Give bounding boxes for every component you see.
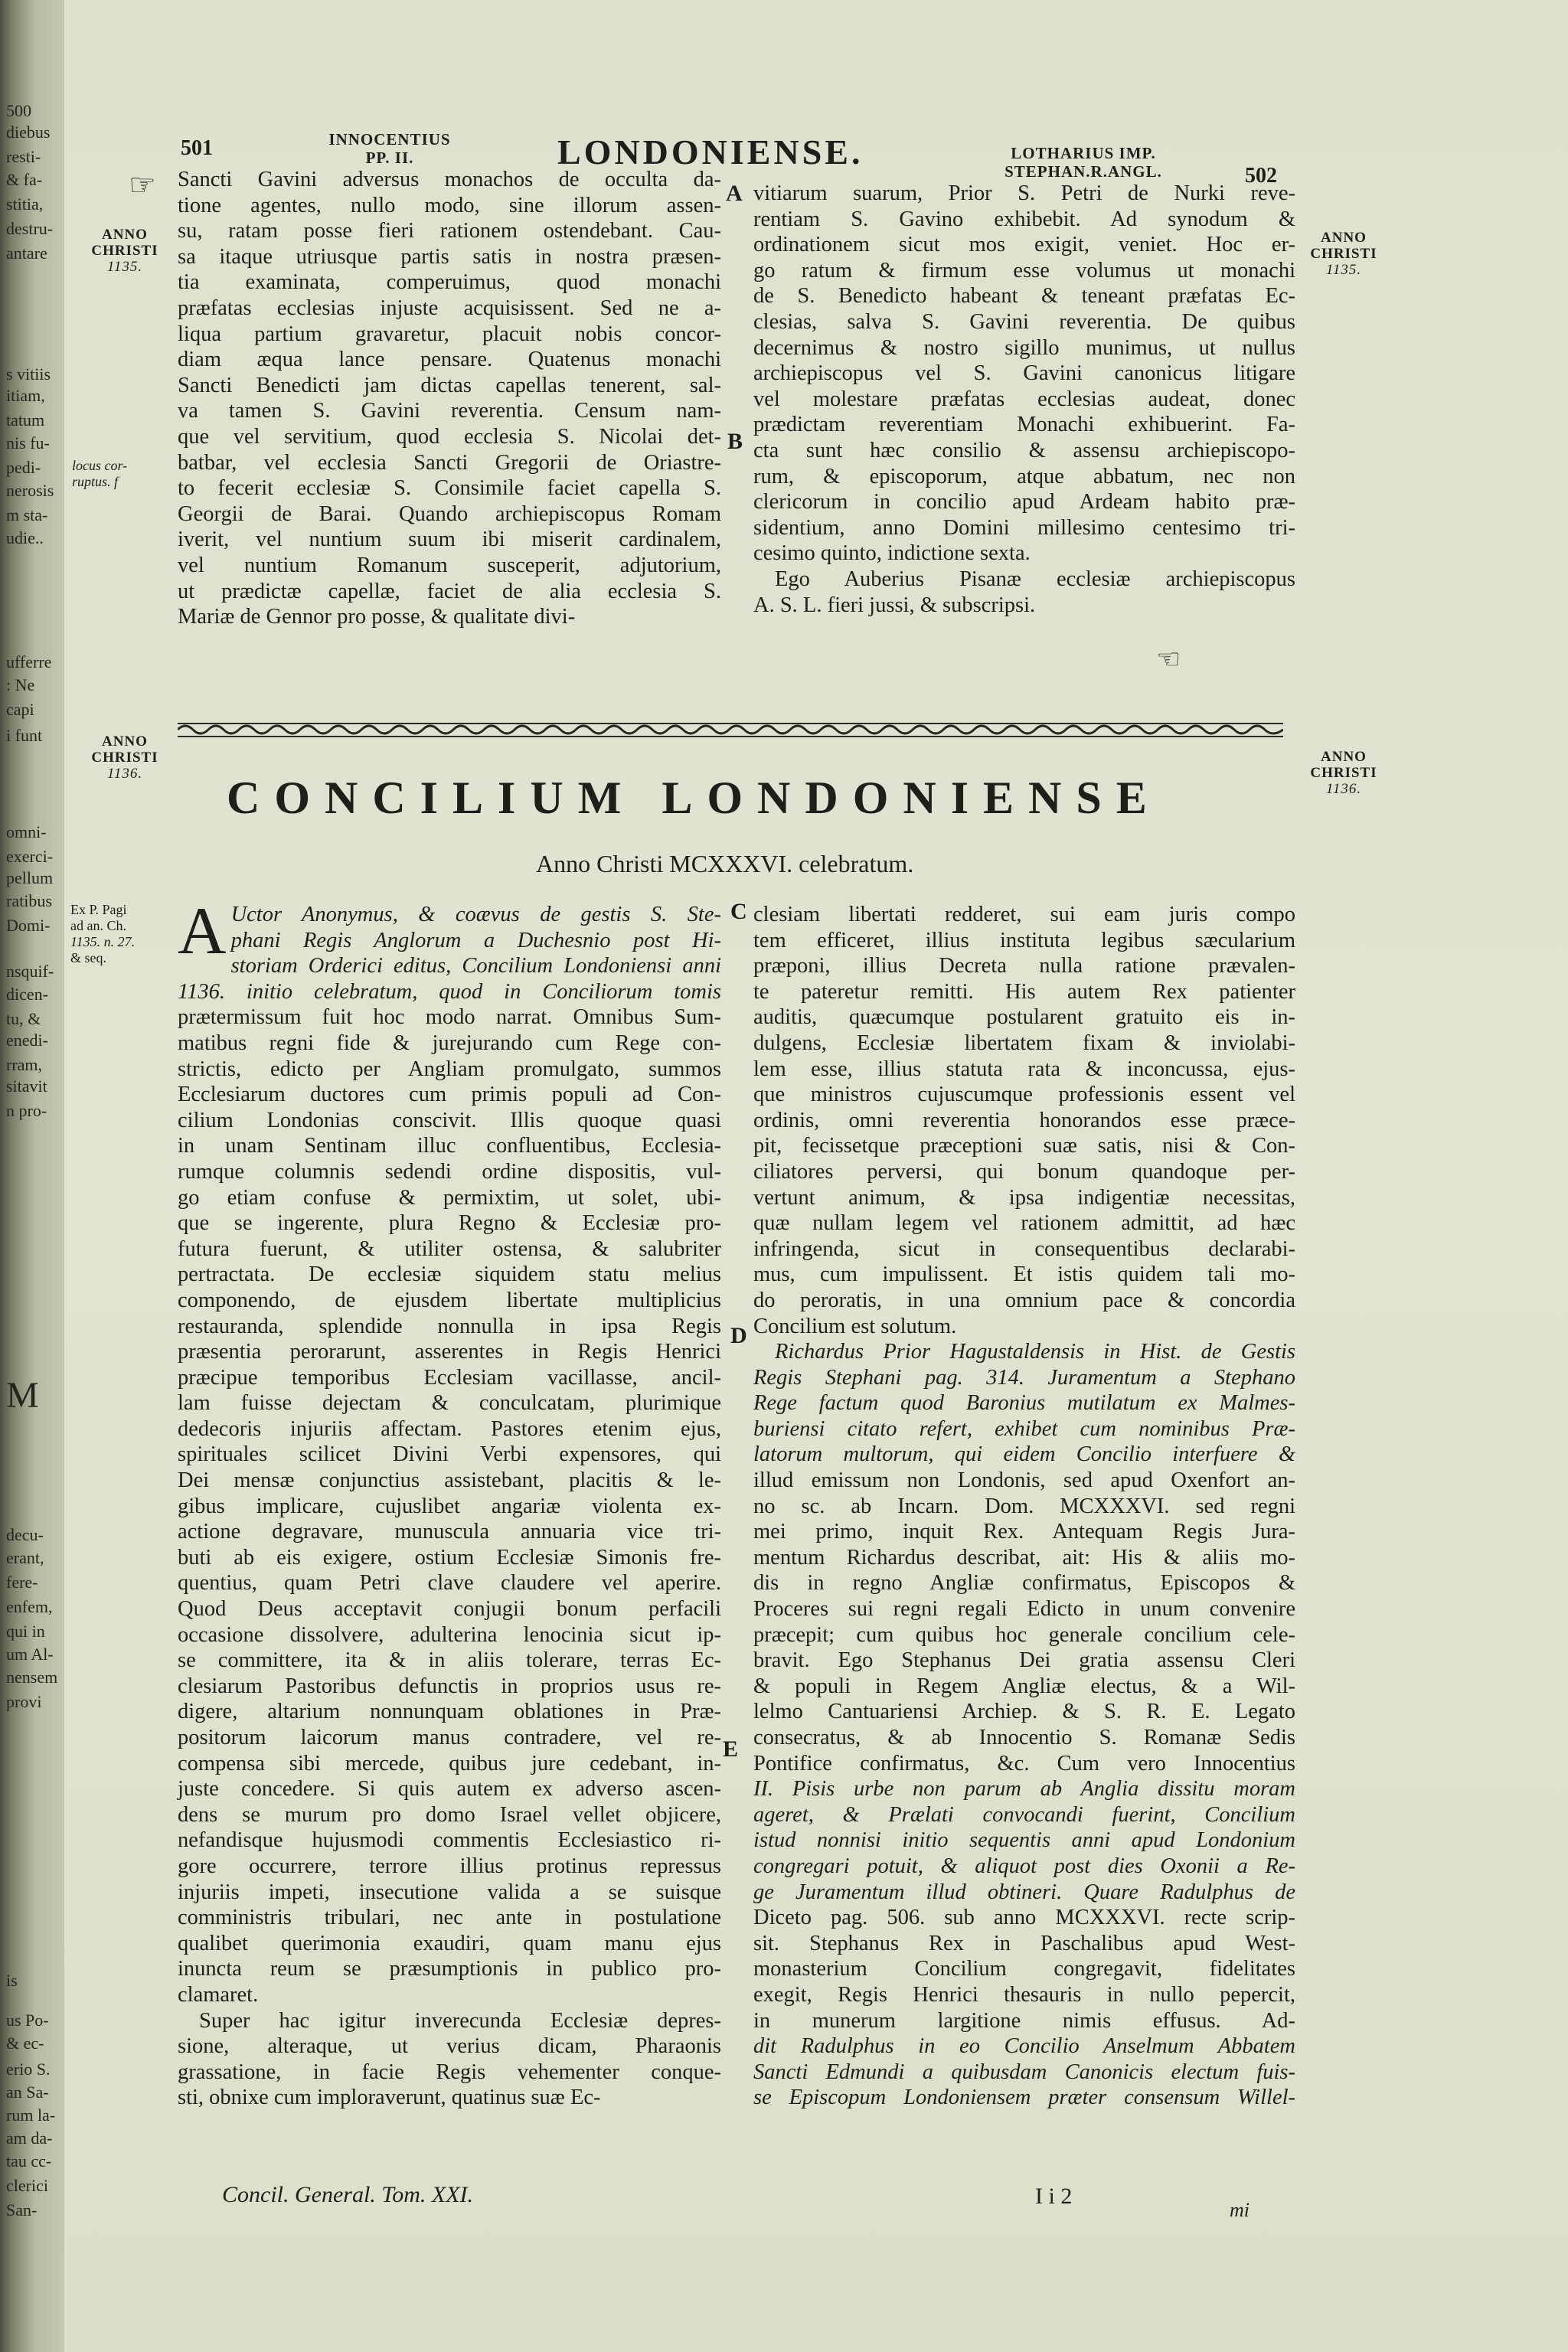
- gutter-fragment: San-: [6, 2200, 38, 2220]
- left-pope-heading: INNOCENTIUS PP. II.: [328, 130, 451, 167]
- gutter-fragment: pellum: [6, 868, 54, 887]
- gutter-fragment: i funt: [6, 726, 43, 745]
- gutter-fragment: ratibus: [6, 891, 52, 910]
- council-title: CONCILIUM LONDONIENSE: [227, 773, 1161, 823]
- right-page-number: 502: [1245, 164, 1277, 188]
- text-line: clesiam libertati redderet, sui eam juris compo: [753, 903, 1295, 926]
- top-left-column: [178, 167, 721, 630]
- text-line: Diceto pag. 506. sub anno MCXXXVI. recte scrip-: [753, 1906, 1295, 1930]
- text-line: tem efficeret, illius instituta legibus sæcularium: [753, 928, 1295, 952]
- text-line: vel nuntium Romanum susceperit, adjutorium,: [178, 553, 721, 577]
- text-line: præfatas ecclesias injuste acquisissent. Sed ne a-: [178, 296, 721, 320]
- section-letter-c: C: [730, 899, 747, 924]
- text-line: strictis, edicto per Angliam promulgato, summos: [178, 1057, 721, 1081]
- text-line: futura fuerunt, & utiliter ostensa, & salubriter: [178, 1236, 721, 1261]
- gutter-fragment: ufferre: [6, 652, 52, 671]
- anno-christi-left-mid: ANNO CHRISTI 1136.: [91, 733, 158, 782]
- text-line: dens se murum pro domo Israel vellet objicere,: [178, 1802, 721, 1827]
- text-line: sione, alteraque, ut verius dicam, Pharaonis: [178, 2034, 721, 2059]
- gutter-fragment: diebus: [6, 122, 51, 142]
- text-line: prætermissum fuit hoc modo narrat. Omnibus Sum-: [178, 1005, 721, 1030]
- gutter-fragment: enedi-: [6, 1031, 48, 1050]
- text-line: Sancti Benedicti jam dictas capellas tenerent, sal-: [178, 373, 721, 397]
- text-line: lam fuisse dejectam & conculcatam, plurimique: [178, 1391, 721, 1416]
- text-line: occasione dissolvere, adulterina lenocinia sicut ip-: [178, 1622, 721, 1647]
- footer-volume: Concil. General. Tom. XXI.: [222, 2182, 474, 2207]
- text-line: dulgens, Ecclesiæ libertatem fixam & inviolabi-: [753, 1031, 1295, 1055]
- text-line: pit, fecissetque præceptioni suæ satis, nisi & Con-: [753, 1134, 1295, 1158]
- text-line: Super hac igitur inverecunda Ecclesiæ depres-: [199, 2008, 721, 2033]
- text-line: Georgii de Barai. Quando archiepiscopus Romam: [178, 501, 721, 526]
- text-line: Pontifice confirmatus, &c. Cum vero Innocentius: [753, 1751, 1295, 1775]
- text-line: ciliatores perversi, qui bonum quandoque per-: [753, 1159, 1295, 1184]
- text-line: actione degravare, munuscula annuaria vice tri-: [178, 1520, 721, 1544]
- text-line: decernimus & nostro sigillo munimus, ut nullus: [753, 335, 1295, 360]
- gutter-fragment: exerci-: [6, 847, 54, 866]
- pointing-hand-icon: ☞: [129, 168, 156, 202]
- text-line: 1136. initio celebratum, quod in Conciliorum tomis: [178, 979, 721, 1004]
- binding-gutter: [0, 0, 64, 2352]
- gutter-fragment: & ec-: [6, 2034, 44, 2053]
- text-line: iverit, vel nuntium suum ibi miserit cardinalem,: [178, 528, 721, 552]
- text-line: & populi in Regem Angliæ electus, & a Wil-: [753, 1674, 1295, 1698]
- text-line: qualibet querimonia exaudiri, quam manu ejus: [178, 1931, 721, 1955]
- text-line: componendo, de ejusdem libertate multiplicius: [178, 1288, 721, 1312]
- text-line: vel molestare præfatas ecclesias audeat, donec: [753, 387, 1295, 411]
- section-letter-b: B: [727, 429, 743, 454]
- text-line: que se ingerente, plura Regno & Ecclesiæ pro-: [178, 1211, 721, 1236]
- left-column: [178, 894, 721, 2111]
- top-right-column: [753, 181, 1295, 618]
- text-line: que vel servitium, quod ecclesia S. Nicolai det-: [178, 424, 721, 449]
- gutter-fragment: m sta-: [6, 505, 48, 524]
- text-line: congregari potuit, & aliquot post dies Oxonii a Re-: [753, 1854, 1295, 1878]
- drop-cap: A: [178, 894, 227, 969]
- text-line: cta sunt hæc consilio & assensu archiepiscopo-: [753, 438, 1295, 462]
- gutter-fragment: an Sa-: [6, 2082, 49, 2102]
- text-line: su, ratam posse fieri rationem ostendebant. Cau-: [178, 219, 721, 243]
- text-line: mus, cum impulissent. Et istis quidem tali mo-: [753, 1263, 1295, 1287]
- text-line: præsentia perorarunt, asserentes in Regis Henrici: [178, 1340, 721, 1364]
- text-line: sidentium, anno Domini millesimo centesimo tri-: [753, 515, 1295, 540]
- gutter-fragment: sitavit: [6, 1076, 47, 1096]
- gutter-fragment: clerici: [6, 2176, 48, 2195]
- text-line: tione agentes, nullo modo, sine illorum assen-: [178, 193, 721, 217]
- text-line: que ministros cujuscumque professionis essent vel: [753, 1083, 1295, 1107]
- text-line: A. S. L. fieri jussi, & subscripsi.: [753, 593, 1036, 617]
- text-line: no sc. ab Incarn. Dom. MCXXXVI. sed regni: [753, 1494, 1295, 1518]
- text-line: buriensi citato refert, exhibet cum nominibus Præ-: [753, 1416, 1295, 1441]
- text-line: sti, obnixe cum imploraverunt, quatinus suæ Ec-: [178, 2086, 601, 2110]
- text-line: ordinationem sicut mos exigit, veniet. Hoc er-: [753, 233, 1295, 257]
- ornamental-rule: [178, 718, 1283, 741]
- text-line: ordinis, omni reverentia honorandos esse præce-: [753, 1108, 1295, 1132]
- text-line: istud nonnisi initio sequentis anni apud Londonium: [753, 1828, 1295, 1853]
- gutter-fragment: is: [6, 1971, 18, 1990]
- text-line: Dei mensæ conjunctius assistebant, placitis & le-: [178, 1468, 721, 1493]
- gutter-fragment: dicen-: [6, 985, 48, 1004]
- anno-christi-left-top: ANNO CHRISTI 1135.: [91, 227, 158, 275]
- gutter-fragment: resti-: [6, 147, 41, 166]
- text-line: grassatione, in facie Regis vehementer conque-: [178, 2060, 721, 2084]
- right-ruler-heading: LOTHARIUS IMP. STEPHAN.R.ANGL.: [1004, 144, 1162, 181]
- text-line: Proceres sui regni regali Edicto in unum convenire: [753, 1597, 1295, 1622]
- right-column: [753, 902, 1295, 2111]
- text-line: dit Radulphus in eo Concilio Anselmum Abbatem: [753, 2034, 1295, 2059]
- gutter-fragment: Domi-: [6, 916, 51, 935]
- text-line: injuriis impeti, insecutione valida a se suisque: [178, 1880, 721, 1904]
- text-line: bravit. Ego Stephanus Dei gratia assensu Cleri: [753, 1648, 1295, 1673]
- text-line: inuncta reum se præsumptionis in publico pro-: [178, 1957, 721, 1981]
- text-line: do peroratis, in una omnium pace & concordia: [753, 1288, 1295, 1312]
- text-line: vertunt animum, & ipsa indigentiæ necessitas,: [753, 1185, 1295, 1210]
- text-line: mentum Richardus describat, ait: His & aliis mo-: [753, 1545, 1295, 1570]
- gutter-fragment: nis fu-: [6, 433, 50, 452]
- text-line: batbar, vel ecclesia Sancti Gregorii de Oriastre-: [178, 450, 721, 475]
- text-line: tia examinata, comperuimus, quod monachi: [178, 270, 721, 295]
- gutter-fragment: pedi-: [6, 458, 41, 477]
- text-line: juste concedere. Si quis autem ex adverso ascen-: [178, 1777, 721, 1802]
- text-line: lelmo Cantuariensi Archiep. & S. R. E. Legato: [753, 1700, 1295, 1724]
- left-page-number: 501: [181, 136, 213, 160]
- gutter-fragment: nensem: [6, 1668, 58, 1687]
- gutter-fragment: am da-: [6, 2128, 53, 2148]
- text-line: Ecclesiarum ductores cum primis populi ad Con-: [178, 1083, 721, 1107]
- text-line: monasterium Concilium congregavit, fidelitates: [753, 1957, 1295, 1981]
- text-line: quentius, quam Petri clave claudere vel aperire.: [178, 1571, 721, 1596]
- text-line: exegit, Regis Henrici thesauris in nullo pepercit,: [753, 1982, 1295, 2007]
- text-line: cilium Londonias conscivit. Illis quoque quasi: [178, 1108, 721, 1132]
- gutter-fragment: stitia,: [6, 194, 44, 214]
- text-line: Rege factum quod Baronius mutilatum ex Malmes-: [753, 1391, 1295, 1416]
- text-line: præponi, illius Decreta nulla ratione prævalen-: [753, 954, 1295, 978]
- footer-signature: I i 2: [1035, 2184, 1073, 2209]
- text-line: restauranda, splendide nonnulla in ipsa Regis: [178, 1314, 721, 1338]
- text-line: sit. Stephanus Rex in Paschalibus apud West-: [753, 1931, 1295, 1955]
- text-line: rumque columnis sedendi ordine dispositis, vul-: [178, 1159, 721, 1184]
- text-line: Mariæ de Gennor pro posse, & qualitate divi-: [178, 605, 576, 629]
- text-line: Regis Stephani pag. 314. Juramentum a Stephano: [753, 1365, 1295, 1390]
- text-line: matibus regni fide & jurejurando cum Rege con-: [178, 1031, 721, 1055]
- text-line: digere, altarium nonnunquam oblationes in Præ-: [178, 1700, 721, 1724]
- gutter-fragment: qui in: [6, 1622, 45, 1641]
- text-line: clamaret.: [178, 1982, 259, 2007]
- text-line: se Episcopum Londoniensem præter consensum Willel-: [753, 2086, 1295, 2110]
- text-line: præcipue temporibus Ecclesiam vacillasse, ancil-: [178, 1365, 721, 1390]
- gutter-fragment: 500: [6, 101, 31, 120]
- gutter-fragment: : Ne: [6, 675, 35, 694]
- gutter-fragment: fere-: [6, 1573, 38, 1592]
- gutter-fragment: destru-: [6, 219, 54, 238]
- gutter-fragment: capi: [6, 700, 34, 719]
- text-line: auditis, quæcumque postularent gratuito eis in-: [753, 1005, 1295, 1030]
- anno-christi-right-top: ANNO CHRISTI 1135.: [1310, 230, 1377, 278]
- pointing-hand-icon-2: ☜: [1156, 644, 1181, 675]
- text-line: gibus implicare, cujuslibet angariæ violenta ex-: [178, 1494, 721, 1518]
- gutter-fragment: s vitiis: [6, 364, 51, 384]
- text-line: va tamen S. Gavini reverentia. Censum nam-: [178, 399, 721, 423]
- gutter-fragment: rram,: [6, 1055, 43, 1074]
- text-line: clericorum in concilio apud Ardeam habito præ-: [753, 490, 1295, 514]
- text-line: nefandisque hujusmodi commentis Ecclesiastico ri-: [178, 1828, 721, 1853]
- gutter-fragment: um Al-: [6, 1645, 54, 1664]
- text-line: ut prædictæ capellæ, faciet de alia ecclesia S.: [178, 579, 721, 603]
- gutter-fragment: & fa-: [6, 170, 43, 189]
- text-line: in munerum largitione nimis effusus. Ad-: [753, 2008, 1295, 2033]
- gutter-fragment: tau cc-: [6, 2151, 52, 2171]
- text-line: Sancti Edmundi a quibusdam Canonicis electum fuis-: [753, 2060, 1295, 2084]
- section-letter-d: D: [730, 1323, 747, 1348]
- text-line: ge Juramentum illud obtineri. Quare Radulphus de: [753, 1880, 1295, 1904]
- gutter-fragment: enfem,: [6, 1597, 53, 1616]
- section-letter-a: A: [726, 181, 743, 206]
- text-line: sa itaque utriusque partis satis in nostra præsen-: [178, 244, 721, 269]
- text-line: spirituales scilicet Divini Verbi expensores, qui: [178, 1442, 721, 1467]
- text-line: cesimo quinto, indictione sexta.: [753, 541, 1031, 566]
- text-line: rum, & episcoporum, atque abbatum, nec non: [753, 464, 1295, 488]
- text-line: de S. Benedicto habeant & teneant præfatas Ec-: [753, 284, 1295, 309]
- text-line: go ratum & firmum esse volumus ut monachi: [753, 258, 1295, 283]
- text-line: compensa sibi mercede, quibus jure cedebant, in-: [178, 1751, 721, 1775]
- text-line: rentiam S. Gavino exhibebit. Ad synodum &: [753, 207, 1295, 231]
- section-letter-e: E: [723, 1736, 739, 1762]
- text-line: quæ nullam legem vel rationem admittit, ad hæc: [753, 1211, 1295, 1236]
- text-line: go etiam confuse & permixtim, ut solet, ubi-: [178, 1185, 721, 1210]
- text-line: in unam Sentinam illuc confluentibus, Ecclesia-: [178, 1134, 721, 1158]
- text-line: archiepiscopus vel S. Gavini canonicus litigare: [753, 361, 1295, 386]
- gutter-fragment: erio S.: [6, 2060, 51, 2079]
- gutter-fragment: tatum: [6, 410, 45, 430]
- gutter-fragment: provi: [6, 1692, 42, 1711]
- text-line: Richardus Prior Hagustaldensis in Hist. de Gestis: [775, 1340, 1295, 1364]
- text-line: clesias, salva S. Gavini reverentia. De quibus: [753, 309, 1295, 334]
- text-line: Ego Auberius Pisanæ ecclesiæ archiepiscopus: [775, 567, 1295, 591]
- text-line: mei primo, inquit Rex. Antequam Regis Jura-: [753, 1520, 1295, 1544]
- gutter-fragment: rum la-: [6, 2105, 56, 2125]
- source-note-pagi: Ex P. Pagi ad an. Ch. 1135. n. 27. & seq.: [70, 902, 136, 965]
- locus-corruptus-note: locus cor- ruptus. f: [72, 458, 128, 489]
- text-line: lem esse, illius statuta rata & inconcussa, ejus-: [753, 1057, 1295, 1081]
- text-line: infringenda, sicut in consequentibus declarabi-: [753, 1236, 1295, 1261]
- text-line: storiam Orderici editus, Concilium Londoniensi anni: [230, 954, 721, 978]
- text-line: II. Pisis urbe non parum ab Anglia dissitu moram: [753, 1777, 1295, 1802]
- gutter-fragment: udie..: [6, 528, 44, 547]
- text-line: consecratus, & ab Innocentio S. Romanæ Sedis: [753, 1726, 1295, 1749]
- gutter-fragment: nerosis: [6, 481, 54, 500]
- gutter-fragment: itiam,: [6, 386, 45, 405]
- gutter-fragment: n pro-: [6, 1101, 47, 1120]
- text-line: clesiarum Pastoribus defunctis in proprios usus re-: [178, 1674, 721, 1698]
- text-line: se committere, ita & in aliis tolerare, terras Ec-: [178, 1648, 721, 1673]
- gutter-fragment: decu-: [6, 1525, 44, 1544]
- text-line: comministris tribulari, nec ante in postulatione: [178, 1906, 721, 1930]
- text-line: præcepit; cum quibus hoc generale concilium cele-: [753, 1622, 1295, 1647]
- text-line: phani Regis Anglorum a Duchesnio post Hi-: [230, 928, 721, 952]
- text-line: Sancti Gavini adversus monachos de occulta da-: [178, 168, 721, 191]
- gutter-fragment: erant,: [6, 1548, 44, 1567]
- text-line: pertractata. De ecclesiæ siquidem statu melius: [178, 1263, 721, 1287]
- running-title: LONDONIENSE.: [557, 132, 864, 172]
- gutter-fragment: nsquif-: [6, 962, 54, 981]
- gutter-fragment: tu, &: [6, 1009, 41, 1028]
- footer-catchword: mi: [1230, 2199, 1250, 2221]
- anno-christi-right-mid: ANNO CHRISTI 1136.: [1310, 749, 1377, 797]
- text-line: diam æqua lance pensare. Quatenus monachi: [178, 348, 721, 372]
- gutter-fragment: antare: [6, 243, 47, 263]
- text-line: dedecoris injuriis affectam. Pastores etenim ejus,: [178, 1416, 721, 1441]
- gutter-fragment: us Po-: [6, 2011, 49, 2030]
- text-line: Quod Deus acceptavit conjugii bonum perfacili: [178, 1597, 721, 1622]
- gutter-fragment: M: [6, 1375, 39, 1416]
- text-line: illud emissum non Londonis, sed apud Oxenfort an-: [753, 1468, 1295, 1493]
- gutter-fragment: omni-: [6, 822, 47, 841]
- council-subtitle: Anno Christi MCXXXVI. celebratum.: [536, 850, 914, 877]
- text-line: liqua partium gravaretur, placuit nobis concor-: [178, 322, 721, 346]
- text-line: latorum multorum, qui eidem Concilio interfuere &: [753, 1442, 1295, 1467]
- text-line: ageret, & Prælati convocandi fuerint, Concilium: [753, 1802, 1295, 1827]
- text-line: gore occurrere, terrore illius protinus repressus: [178, 1854, 721, 1878]
- text-line: dis in regno Angliæ confirmatus, Episcopos &: [753, 1571, 1295, 1596]
- text-line: positorum laicorum manus contradere, vel re-: [178, 1726, 721, 1749]
- text-line: te pateretur remitti. His autem Rex patienter: [753, 979, 1295, 1004]
- text-line: Concilium est solutum.: [753, 1314, 957, 1338]
- text-line: buti ab eis exigere, ostium Ecclesiæ Simonis fre-: [178, 1545, 721, 1570]
- text-line: to fecerit ecclesiæ S. Consimile faciet capella S.: [178, 476, 721, 501]
- text-line: Uctor Anonymus, & coævus de gestis S. Ste-: [230, 903, 721, 926]
- text-line: prædictam reverentiam Monachi exhibuerint. Fa-: [753, 413, 1295, 437]
- text-line: vitiarum suarum, Prior S. Petri de Nurki reve-: [753, 181, 1295, 205]
